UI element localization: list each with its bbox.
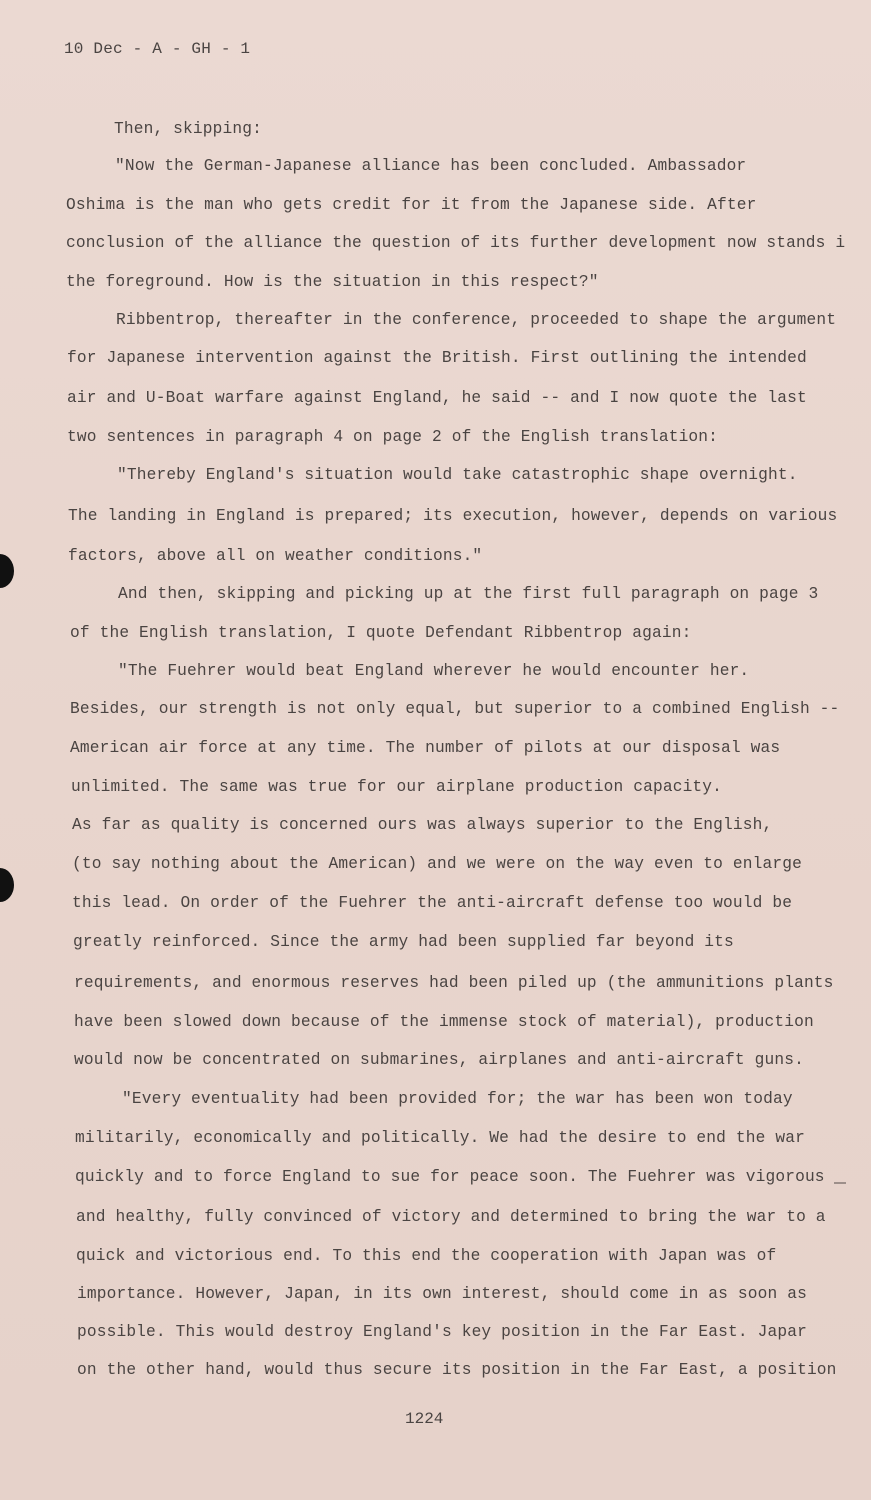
binder-hole [0, 554, 14, 588]
text-line: And then, skipping and picking up at the first full paragraph on page 3 [118, 585, 819, 603]
text-line: Besides, our strength is not only equal, but superior to a combined English -- [70, 700, 840, 718]
margin-mark [834, 1182, 846, 1184]
text-line: for Japanese intervention against the British. First outlining the intended [67, 349, 807, 367]
text-line: quickly and to force England to sue for peace soon. The Fuehrer was vigorous [75, 1168, 825, 1186]
document-reference: 10 Dec - A - GH - 1 [64, 40, 251, 58]
text-line: Then, skipping: [114, 120, 262, 138]
text-line: "Thereby England's situation would take catastrophic shape overnight. [117, 466, 798, 484]
text-line: Ribbentrop, thereafter in the conference, proceeded to shape the argument [116, 311, 837, 329]
text-line: greatly reinforced. Since the army had been supplied far beyond its [73, 933, 734, 951]
text-line: two sentences in paragraph 4 on page 2 of the English translation: [67, 428, 719, 446]
text-line: The landing in England is prepared; its execution, however, depends on various [68, 507, 838, 525]
text-line: quick and victorious end. To this end the cooperation with Japan was of [76, 1247, 777, 1265]
binder-hole [0, 868, 14, 902]
text-line: conclusion of the alliance the question of its further development now stands i [66, 234, 846, 252]
text-line: unlimited. The same was true for our airplane production capacity. [71, 778, 723, 796]
text-line: militarily, economically and politically. We had the desire to end the war [75, 1129, 805, 1147]
text-line: this lead. On order of the Fuehrer the anti-aircraft defense too would be [72, 894, 793, 912]
text-line: on the other hand, would thus secure its position in the Far East, a position [77, 1361, 837, 1379]
text-line: air and U-Boat warfare against England, he said -- and I now quote the last [67, 389, 807, 407]
text-line: As far as quality is concerned ours was always superior to the English, [72, 816, 773, 834]
text-line: "Now the German-Japanese alliance has been concluded. Ambassador [115, 157, 747, 175]
text-line: and healthy, fully convinced of victory and determined to bring the war to a [76, 1208, 826, 1226]
text-line: importance. However, Japan, in its own interest, should come in as soon as [77, 1285, 807, 1303]
text-line: would now be concentrated on submarines, airplanes and anti-aircraft guns. [74, 1051, 804, 1069]
text-line: of the English translation, I quote Defendant Ribbentrop again: [70, 624, 692, 642]
text-line: have been slowed down because of the immense stock of material), production [74, 1013, 814, 1031]
text-line: factors, above all on weather conditions." [68, 547, 483, 565]
text-line: "The Fuehrer would beat England wherever he would encounter her. [118, 662, 750, 680]
text-line: requirements, and enormous reserves had been piled up (the ammunitions plants [74, 974, 834, 992]
text-line: American air force at any time. The number of pilots at our disposal was [70, 739, 781, 757]
text-line: the foreground. How is the situation in this respect?" [66, 273, 599, 291]
text-line: "Every eventuality had been provided for; the war has been won today [122, 1090, 793, 1108]
text-line: possible. This would destroy England's key position in the Far East. Japar [77, 1323, 807, 1341]
page-number: 1224 [405, 1410, 444, 1428]
text-line: Oshima is the man who gets credit for it from the Japanese side. After [66, 196, 757, 214]
text-line: (to say nothing about the American) and we were on the way even to enlarge [72, 855, 802, 873]
